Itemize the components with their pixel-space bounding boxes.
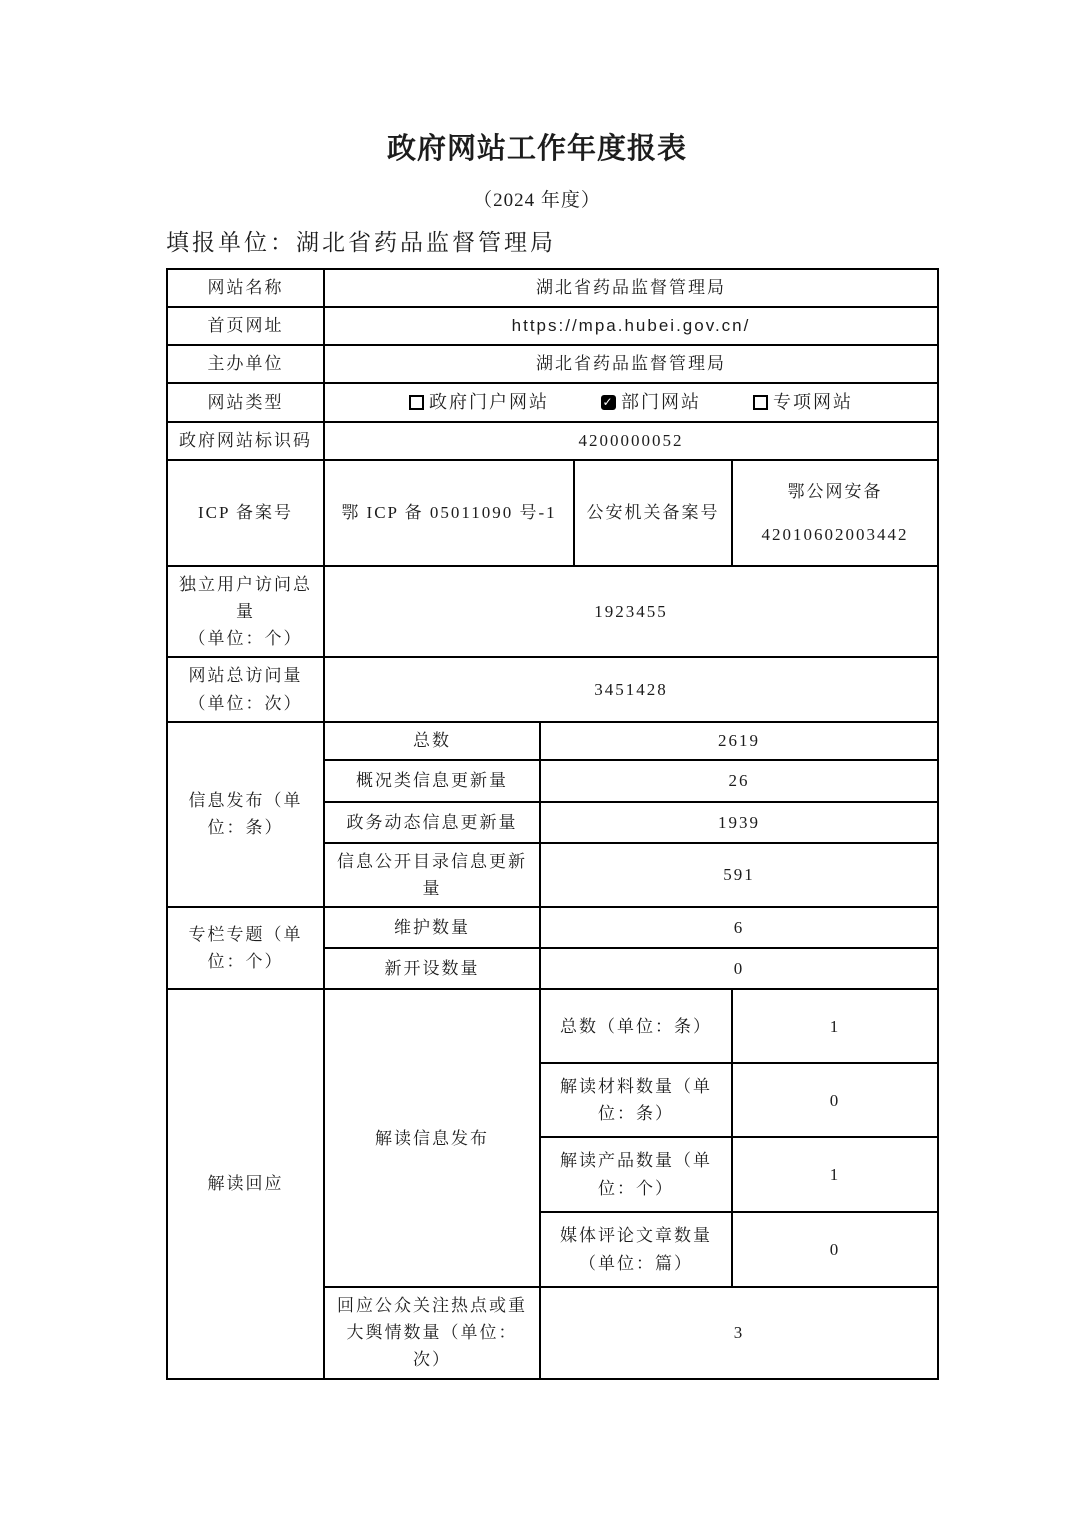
unique-visitors-label: 独立用户访问总量 xyxy=(179,574,312,621)
info-pub-row-value-cell: 26 xyxy=(540,760,938,802)
police-filing-value-line1: 鄂公网安备 xyxy=(787,481,883,501)
unique-visitors-label-cell xyxy=(167,566,324,658)
row-columns-maintained xyxy=(167,907,938,948)
homepage-url-value-cell: https://mpa.hubei.gov.cn/ xyxy=(324,307,938,345)
hot-response-label-cell: 回应公众关注热点或重大舆情数量（单位：次） xyxy=(324,1287,540,1379)
homepage-url-label-cell: 首页网址 xyxy=(167,307,324,345)
info-pub-row-label-cell: 概况类信息更新量 xyxy=(324,760,540,802)
row-interpret-total xyxy=(167,989,938,1063)
unique-visitors-unit: （单位：个） xyxy=(188,629,303,649)
row-site-code xyxy=(167,422,938,460)
site-type-option-department-label: 部门网站 xyxy=(621,392,701,412)
total-visits-label: 网站总访问量 xyxy=(188,666,303,686)
site-type-option-portal-label: 政府门户网站 xyxy=(429,392,549,412)
sponsor-label-cell: 主办单位 xyxy=(167,345,324,383)
report-title: 政府网站工作年度报表 xyxy=(386,133,687,165)
site-type-option-special-label: 专项网站 xyxy=(773,392,853,412)
site-type-option-portal xyxy=(409,388,549,417)
checkbox-unchecked-icon xyxy=(409,395,424,410)
police-filing-label-cell: 公安机关备案号 xyxy=(574,460,732,566)
info-pub-row-label-cell: 总数 xyxy=(324,722,540,760)
special-columns-row-value-cell: 6 xyxy=(540,907,938,948)
special-columns-row-label-cell: 维护数量 xyxy=(324,907,540,948)
report-year-subtitle: （2024 年度） xyxy=(473,190,601,211)
site-name-label-cell: 网站名称 xyxy=(167,269,324,307)
special-columns-row-value-cell: 0 xyxy=(540,948,938,989)
total-visits-unit: （单位：次） xyxy=(188,693,303,713)
info-pub-row-label-cell: 政务动态信息更新量 xyxy=(324,802,540,843)
row-total-visits xyxy=(167,657,938,721)
info-pub-row-label-cell: 信息公开目录信息更新量 xyxy=(324,843,540,907)
info-pub-row-value-cell: 1939 xyxy=(540,802,938,843)
total-visits-value-cell: 3451428 xyxy=(324,657,938,721)
interpret-row-label-cell: 媒体评论文章数量（单位：篇） xyxy=(540,1212,732,1287)
interpret-row-label-cell: 解读产品数量（单位：个） xyxy=(540,1137,732,1212)
site-code-label-cell: 政府网站标识码 xyxy=(167,422,324,460)
interpret-pub-label-cell: 解读信息发布 xyxy=(324,989,540,1287)
sponsor-value-cell: 湖北省药品监督管理局 xyxy=(324,345,938,383)
row-info-pub-total xyxy=(167,722,938,760)
site-type-label-cell: 网站类型 xyxy=(167,383,324,422)
info-pub-row-value-cell: 591 xyxy=(540,843,938,907)
checkbox-unchecked-icon xyxy=(753,395,768,410)
report-table xyxy=(166,268,939,1380)
checkbox-checked-icon xyxy=(601,395,616,410)
interpret-row-label-cell: 解读材料数量（单位：条） xyxy=(540,1063,732,1137)
reporting-unit-value: 湖北省药品监督管理局 xyxy=(296,230,556,255)
site-name-value-cell: 湖北省药品监督管理局 xyxy=(324,269,938,307)
site-type-options-cell xyxy=(324,383,938,422)
site-type-option-special xyxy=(753,388,853,417)
interpret-response-section-label-cell: 解读回应 xyxy=(167,989,324,1379)
site-type-option-department xyxy=(601,388,701,417)
police-filing-value-cell xyxy=(732,460,938,566)
hot-response-value-cell: 3 xyxy=(540,1287,938,1379)
special-columns-section-label-cell: 专栏专题（单位：个） xyxy=(167,907,324,989)
row-sponsor xyxy=(167,345,938,383)
interpret-row-value-cell: 1 xyxy=(732,1137,938,1212)
icp-value-cell: 鄂 ICP 备 05011090 号-1 xyxy=(324,460,574,566)
interpret-row-value-cell: 1 xyxy=(732,989,938,1063)
row-homepage-url xyxy=(167,307,938,345)
row-site-name xyxy=(167,269,938,307)
total-visits-label-cell xyxy=(167,657,324,721)
info-pub-row-value-cell: 2619 xyxy=(540,722,938,760)
interpret-row-value-cell: 0 xyxy=(732,1063,938,1137)
row-unique-visitors xyxy=(167,566,938,658)
interpret-row-value-cell: 0 xyxy=(732,1212,938,1287)
row-site-type xyxy=(167,383,938,422)
interpret-row-label-cell: 总数（单位：条） xyxy=(540,989,732,1063)
police-filing-value-line2: 42010602003442 xyxy=(761,524,909,544)
row-icp xyxy=(167,460,938,566)
unique-visitors-value-cell: 1923455 xyxy=(324,566,938,658)
icp-label-cell: ICP 备案号 xyxy=(167,460,324,566)
special-columns-row-label-cell: 新开设数量 xyxy=(324,948,540,989)
info-pub-section-label-cell: 信息发布（单位：条） xyxy=(167,722,324,907)
site-code-value-cell: 4200000052 xyxy=(324,422,938,460)
reporting-unit-line xyxy=(166,228,1074,258)
reporting-unit-label: 填报单位： xyxy=(166,230,296,255)
